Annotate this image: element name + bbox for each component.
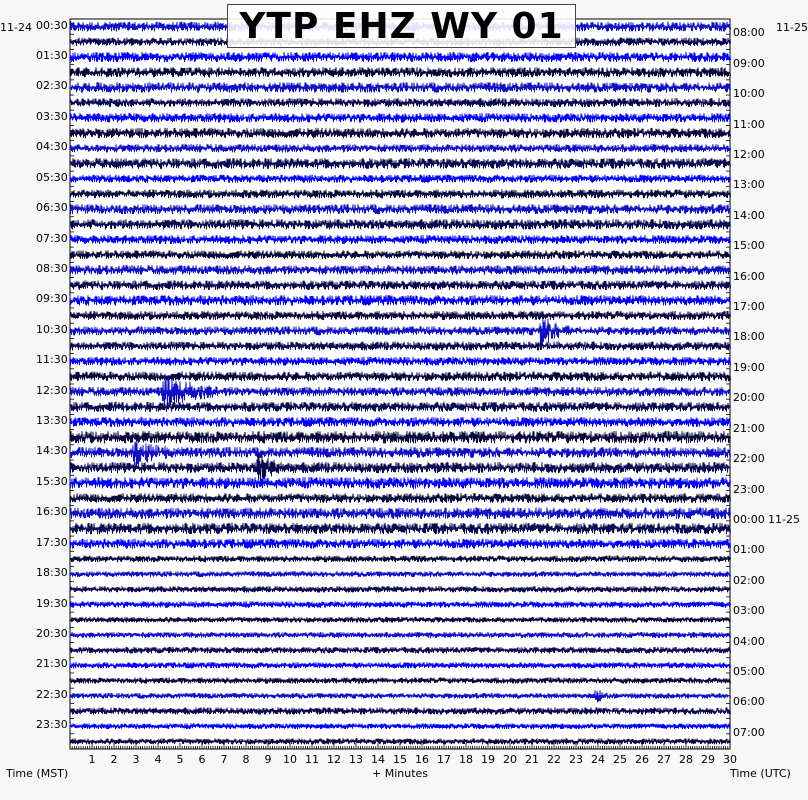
x-tick-label: 17 [437,753,451,766]
right-tick-label: 18:00 [733,330,765,344]
right-tick-label: 01:00 [733,543,765,557]
left-tick-label: 23:30 [36,718,68,732]
right-tick-label: 09:00 [733,56,765,70]
right-tick-label: 10:00 [733,87,765,100]
right-tick-label: 04:00 [733,634,765,648]
x-tick-label: 5 [176,753,184,766]
right-tick-label: 03:00 [733,604,765,618]
x-tick-label: 6 [198,753,206,766]
right-date-label: 11-25 [776,21,808,34]
x-tick-label: 11 [305,753,319,766]
right-tick-label: 21:00 [733,421,765,435]
right-tick-label: 17:00 [733,300,765,313]
x-tick-label: 26 [635,753,649,766]
right-tick-label: 13:00 [733,178,765,192]
right-tick-label: 02:00 [733,573,765,587]
right-tick-label: 06:00 [733,695,765,709]
right-tick-label: 08:00 [733,26,765,40]
x-tick-label: 23 [569,753,583,766]
left-tick-label: 11:30 [36,353,68,367]
x-tick-label: 18 [459,753,473,766]
left-tick-label: 20:30 [36,626,68,640]
x-tick-label: 25 [613,753,627,766]
x-tick-label: 24 [591,753,605,766]
x-tick-label: 19 [481,753,495,766]
left-tick-label: 00:30 [36,18,68,32]
x-tick-label: 20 [503,753,517,766]
right-tick-label: 05:00 [733,665,765,678]
x-tick-label: 21 [525,753,539,766]
right-tick-label: 23:00 [733,482,765,496]
x-tick-label: 28 [679,753,693,766]
chart-title: YTP EHZ WY 01 [239,5,564,47]
left-tick-label: 19:30 [36,596,68,610]
left-tick-label: 17:30 [36,535,68,549]
left-tick-label: 04:30 [36,140,68,154]
left-tick-label: 07:30 [36,231,68,245]
x-tick-label: 1 [88,753,96,766]
left-tick-label: 16:30 [36,505,68,519]
x-tick-label: 14 [371,753,385,766]
right-tick-label: 14:00 [733,208,765,222]
x-tick-label: 29 [701,753,715,766]
right-tick-label: 12:00 [733,147,765,161]
left-tick-label: 18:30 [36,566,68,580]
x-tick-label: 16 [415,753,429,766]
right-tick-label: 11:00 [733,117,765,131]
left-tick-label: 09:30 [36,292,68,306]
x-tick-label: 7 [220,753,228,766]
x-tick-label: 12 [327,753,341,766]
left-tick-label: 06:30 [36,201,68,215]
right-tick-label: 07:00 [733,725,765,739]
right-tick-label: 15:00 [733,239,765,253]
right-tick-label: 00:00 [733,512,765,526]
x-tick-label: 22 [547,753,561,766]
right-tick-label: 20:00 [733,391,765,405]
x-tick-label: 2 [110,753,118,766]
x-tick-label: 30 [723,753,737,766]
left-tick-label: 15:30 [36,474,68,488]
right-tick-label: 16:00 [733,269,765,283]
left-tick-label: 12:30 [36,383,68,397]
left-axis-label: Time (MST) [6,767,69,780]
x-tick-label: 4 [154,753,162,766]
x-tick-label: 13 [349,753,363,766]
left-tick-label: 03:30 [36,109,68,123]
left-tick-label: 13:30 [36,414,68,427]
left-tick-label: 02:30 [36,79,68,93]
right-tick-label: 19:00 [733,360,765,374]
x-tick-label: 27 [657,753,671,766]
left-date-label: 11-24 [0,21,32,34]
left-tick-label: 08:30 [36,261,68,275]
x-axis-label: + Minutes [372,767,429,780]
left-tick-label: 01:30 [36,49,68,62]
right-date-change-label: 11-25 [768,512,800,526]
left-tick-label: 05:30 [36,170,68,184]
right-axis-label: Time (UTC) [730,767,791,780]
right-tick-label: 22:00 [733,452,765,465]
x-tick-label: 3 [132,753,140,766]
x-tick-label: 15 [393,753,407,766]
left-tick-label: 21:30 [36,657,68,671]
left-tick-label: 10:30 [36,322,68,336]
x-tick-label: 9 [264,753,272,766]
x-tick-label: 8 [242,753,250,766]
x-tick-label: 10 [283,753,297,766]
left-tick-label: 14:30 [36,444,68,458]
left-tick-label: 22:30 [36,687,68,701]
chart-title-box [227,4,576,48]
